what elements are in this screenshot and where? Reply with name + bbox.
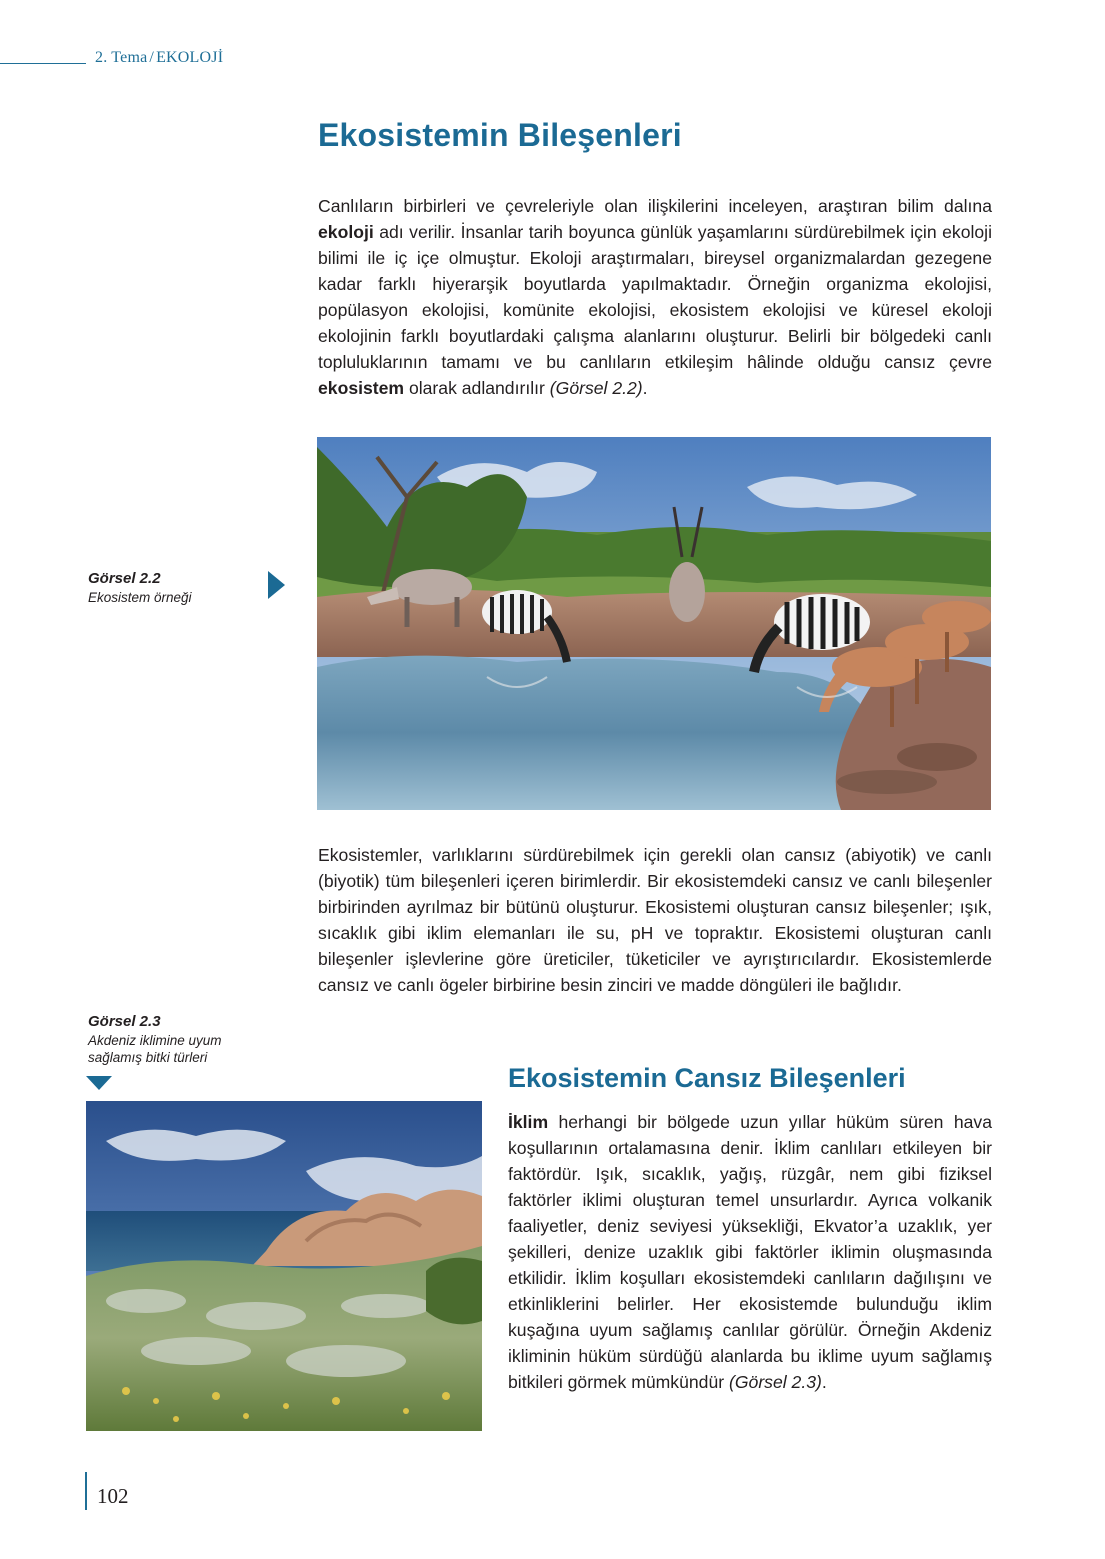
- page-title: Ekosistemin Bileşenleri: [318, 117, 682, 153]
- page-number: 102: [97, 1484, 129, 1508]
- figure-ref-2-2: (Görsel 2.2): [549, 378, 643, 398]
- p1-end: .: [642, 378, 648, 398]
- figure-2-3-label: Görsel 2.3: [88, 1013, 161, 1030]
- p1-text-2: adı verilir. İnsanlar tarih boyunca günlük yaşamlarını sürdürebilmek için ekoloji bilimi ile iç içe olmuştur. Ekoloji araştırmaları, bireysel organizmalardan gezegene kadar farklı hiyerarşik boyutlarda yapılmaktadır. Örneğin organizma ekolojisi, popülasyon ekolojisi, komünite ekolojisi, ekosistem ekolojisi ve küresel ekoloji ekolojinin farklı boyutlardaki çalışma alanlarını oluşturur. Belirli bir bölgedeki canlı topluluklarının tamamı ve bu canlıların etkileşim hâlinde olduğu cansız çevre: [318, 222, 992, 372]
- caption-pointer-down-icon: [86, 1076, 112, 1090]
- p1-text-3: olarak adlandırılır: [404, 378, 550, 398]
- figure-2-3-caption: [88, 1013, 268, 1066]
- caption-pointer-right-icon: [268, 571, 285, 599]
- section-subtitle: Ekosistemin Cansız Bileşenleri: [508, 1063, 906, 1093]
- figure-2-2-description: Ekosistem örneği: [88, 590, 192, 605]
- intro-paragraph: [318, 193, 992, 401]
- figure-2-2-label: Görsel 2.2: [88, 570, 161, 587]
- savanna-waterhole-illustration: [317, 437, 991, 810]
- term-ekoloji: ekoloji: [318, 222, 374, 242]
- components-paragraph: Ekosistemler, varlıklarını sürdürebilmek için gerekli olan cansız (abiyotik) ve canlı (biyotik) tüm bileşenleri içeren birimlerdir. Bir ekosistemdeki cansız ve canlı bileşenler birbirinden ayrılmaz bir bütünü oluşturur. Ekosistemi oluşturan cansız bileşenler; ışık, sıcaklık gibi iklim elemanları ile su, pH ve topraktır. Ekosistemi oluşturan canlı bileşenler işlevlerine göre üreticiler, tüketiciler ve ayrıştırıcılardır. Ekosistemlerde cansız ve canlı ögeler birbirine besin zinciri ve madde döngüleri ile bağlıdır.: [318, 845, 992, 995]
- term-ekosistem: ekosistem: [318, 378, 405, 398]
- figure-2-2-photo: [317, 437, 991, 810]
- p1-text-1: Canlıların birbirleri ve çevreleriyle olan ilişkilerini inceleyen, araştıran bilim dalına: [318, 196, 992, 216]
- figure-2-3-description: Akdeniz iklimine uyum sağlamış bitki türleri: [88, 1033, 222, 1065]
- header-separator: /: [149, 49, 155, 66]
- figure-2-2-caption: [88, 570, 258, 606]
- mediterranean-coast-illustration: [86, 1101, 482, 1431]
- running-header: [95, 49, 223, 67]
- header-topic: EKOLOJİ: [156, 49, 224, 66]
- term-iklim: İklim: [508, 1112, 549, 1132]
- footer-rule: [85, 1472, 87, 1510]
- figure-2-3-photo: [86, 1101, 482, 1431]
- header-rule: [0, 63, 86, 64]
- p3-end: .: [821, 1372, 827, 1392]
- header-tema: 2. Tema: [95, 49, 148, 66]
- climate-paragraph: [508, 1109, 992, 1395]
- p3-text-1: herhangi bir bölgede uzun yıllar hüküm süren hava koşullarının ortalamasına denir. İklim canlıları etkileyen bir faktördür. Işık, sıcaklık, yağış, rüzgâr, nem gibi fiziksel faktörler iklimi oluşturan temel unsurlardır. Ayrıca volkanik faaliyetler, deniz seviyesi yüksekliği, Ekvator’a uzaklık, yer şekilleri, denize uzaklık gibi faktörler iklimin oluşmasında etkilidir. İklim koşulları ekosistemdeki canlıların dağılışını ve etkinliklerini belirler. Her ekosistemde bulunduğu iklim kuşağına uyum sağlamış canlılar görülür. Örneğin Akdeniz ikliminin hüküm sürdüğü alanlarda bu iklime uyum sağlamış bitkileri görmek mümkündür: [508, 1112, 992, 1392]
- figure-ref-2-3: (Görsel 2.3): [728, 1372, 822, 1392]
